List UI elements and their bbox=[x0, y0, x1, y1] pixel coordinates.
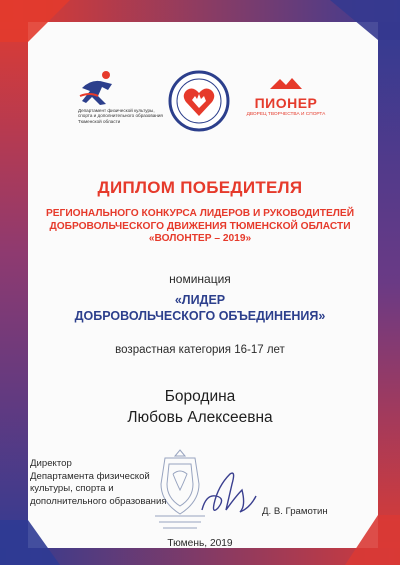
contest-name-line-3: «ВОЛОНТЕР – 2019» bbox=[148, 233, 252, 244]
frame-bottom-band bbox=[0, 548, 400, 565]
signatory-name: Д. В. Грамотин bbox=[262, 506, 328, 517]
department-logo bbox=[78, 70, 168, 124]
nomination-title bbox=[0, 293, 400, 324]
nomination-title-line-2: ДОБРОВОЛЬЧЕСКОГО ОБЪЕДИНЕНИЯ» bbox=[74, 308, 326, 323]
logos-row bbox=[78, 70, 328, 136]
signatory-line-4: дополнительного образования bbox=[30, 495, 167, 507]
recipient-surname: Бородина bbox=[164, 388, 236, 405]
flag-peaks-icon bbox=[268, 76, 304, 90]
contest-name bbox=[30, 208, 370, 246]
age-category: возрастная категория 16-17 лет bbox=[115, 344, 285, 356]
signatory-line-3: культуры, спорта и bbox=[30, 483, 114, 494]
nomination-label: номинация bbox=[169, 272, 231, 286]
contest-name-line-1: РЕГИОНАЛЬНОГО КОНКУРСА ЛИДЕРОВ И РУКОВОДИТЕЛЕЙ bbox=[45, 208, 355, 219]
department-logo-text: Департамент физической культуры, спорта и дополнительного образования Тюменской области bbox=[78, 108, 163, 124]
signatory-line-2: Департамента физической bbox=[30, 470, 150, 482]
pioneer-logo-name: ПИОНЕР bbox=[254, 95, 318, 111]
volunteer-logo bbox=[168, 70, 230, 137]
handwritten-signature bbox=[196, 466, 260, 516]
running-figure-icon bbox=[78, 70, 118, 106]
pioneer-logo bbox=[246, 76, 326, 117]
contest-name-line-2: ДОБРОВОЛЬЧЕСКОГО ДВИЖЕНИЯ ТЮМЕНСКОЙ ОБЛАСТИ bbox=[49, 220, 351, 232]
signatory-line-1: Директор bbox=[30, 458, 72, 469]
pioneer-logo-subtitle: ДВОРЕЦ ТВОРЧЕСТВА И СПОРТА bbox=[246, 112, 326, 117]
nomination-title-line-1: «ЛИДЕР bbox=[174, 293, 226, 307]
heart-hand-icon bbox=[168, 70, 230, 132]
recipient-name bbox=[0, 386, 400, 428]
recipient-given-names: Любовь Алексеевна bbox=[127, 409, 273, 426]
diploma-title: ДИПЛОМ ПОБЕДИТЕЛЯ bbox=[97, 178, 303, 197]
place-and-year: Тюмень, 2019 bbox=[167, 538, 233, 549]
